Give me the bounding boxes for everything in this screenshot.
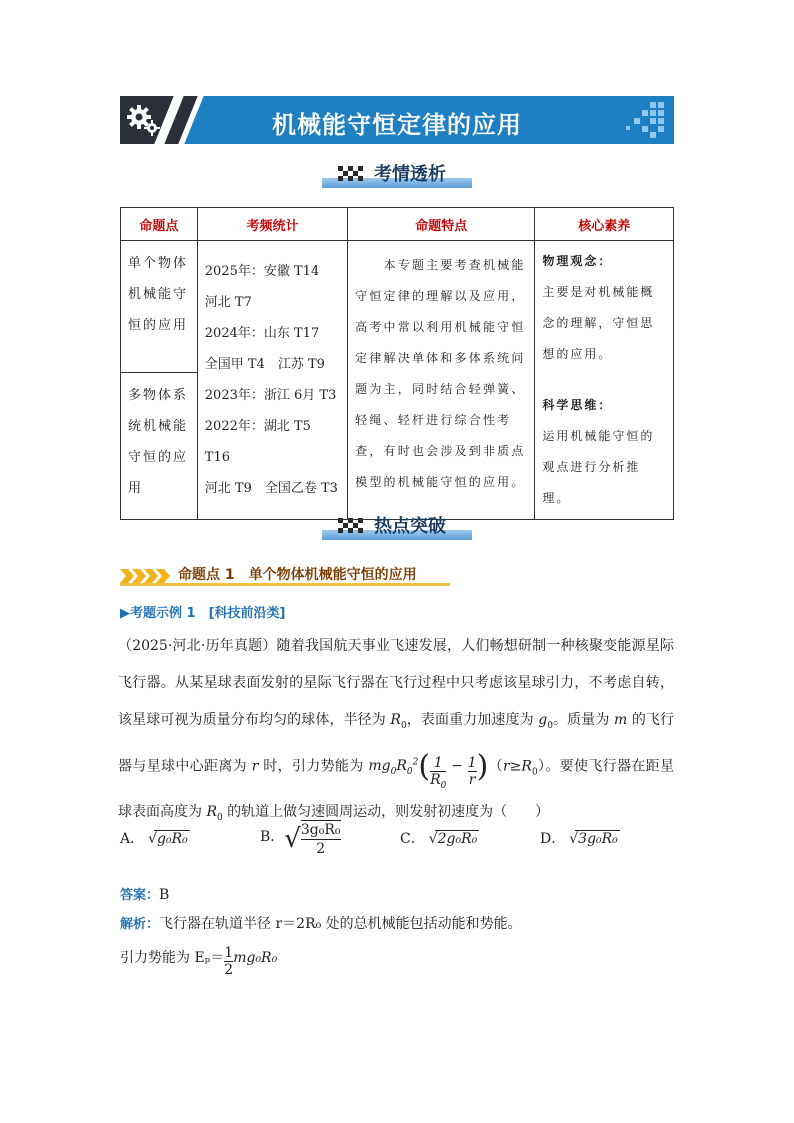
exam-analysis-table [120,207,674,520]
option-d: D． √3g₀R₀ [540,831,618,847]
chevron-arrows-icon [120,569,174,583]
section-title: 热点突破 [374,516,446,537]
option-a: A． √g₀R₀ [120,831,188,847]
example-label: ▶考题示例 1 [科技前沿类] [120,606,286,621]
table-header: 核心素养 [535,208,674,241]
features-cell: 本专题主要考查机械能守恒定律的理解以及应用，高考中常以利用机械能守恒定律解决单体和多体系统问题为主，同时结合轻弹簧、轻绳、轻杆进行综合性考查，有时也会涉及到非质点模型的机械能守恒的应用。 [355,258,526,489]
frequency-stats: 2025年：安徽 T14 河北 T7 2024年：山东 T17 全国甲 T4 江苏 T9 2023年：浙江 6月 T3 2022年：湖北 T5 T16 河北 T9 全国乙卷 T3 [204,264,338,496]
table-header: 命题特点 [348,208,535,241]
explanation-line: 解析：飞行器在轨道半径 r＝2R₀ 处的总机械能包括动能和势能。 [120,916,522,932]
topic-title: 命题点 1 单个物体机械能守恒的应用 [178,567,417,583]
checkered-flag-icon [336,164,366,186]
topic-cell: 单个物体机械能守恒的应用 [128,256,189,333]
option-c: C． √2g₀R₀ [400,831,478,847]
answer-line: 答案：B [120,887,170,903]
checkered-flag-icon [336,516,366,538]
section-header-analysis [322,160,472,190]
triangle-icon: ▶ [120,606,130,621]
table-header: 考频统计 [197,208,347,241]
page-title: 机械能守恒定律的应用 [272,111,522,139]
option-b: B．√ $\frac{\text{3g₀R₀}}{2}$ [260,822,341,857]
pixel-decoration [610,100,668,140]
core-literacy-cell: 物理观念： 主要是对机械能概念的理解，守恒思想的应用。 科学思维： 运用机械能守恒的观点进行分析推理。 [542,254,655,505]
table-header: 命题点 [121,208,198,241]
section-header-hotspots [322,512,472,542]
section-title: 考情透析 [374,164,446,185]
answer-options [120,822,676,868]
topic-cell: 多物体系统机械能守恒的应用 [128,387,189,496]
potential-formula: $mg_0R_0^2$( $\frac{1}{R_0}$ − $\frac{1}{r}$ ) [368,749,489,792]
potential-energy-line: 引力势能为 Eₚ＝ $\frac{1}{2}$ mg₀R₀ [120,945,278,978]
question-text: （2025·河北·历年真题）随着我国航天事业飞速发展，人们畅想研制一种核聚变能源星际飞行器。从某星球表面发射的星际飞行器在飞行过程中只考虑该星球引力，不考虑自转，该星球可视为质量分布均匀的球体，半径为 $R_0$，表面重力加速度为 $g_0$。质量为 m 的飞行器与星球中心距离为 r 时，引力势能为 $mg_0R_0^2$( $\frac{1}{R_0}$ − $\frac{1}{r}$ )$(r\ge R_0)$。要使飞行器在距星球表面高度为 $R_0$ 的轨道上做匀速圆周运动，则发射初速度为（ ） [118,638,675,824]
topic-strip [120,564,450,586]
title-banner [120,96,674,144]
